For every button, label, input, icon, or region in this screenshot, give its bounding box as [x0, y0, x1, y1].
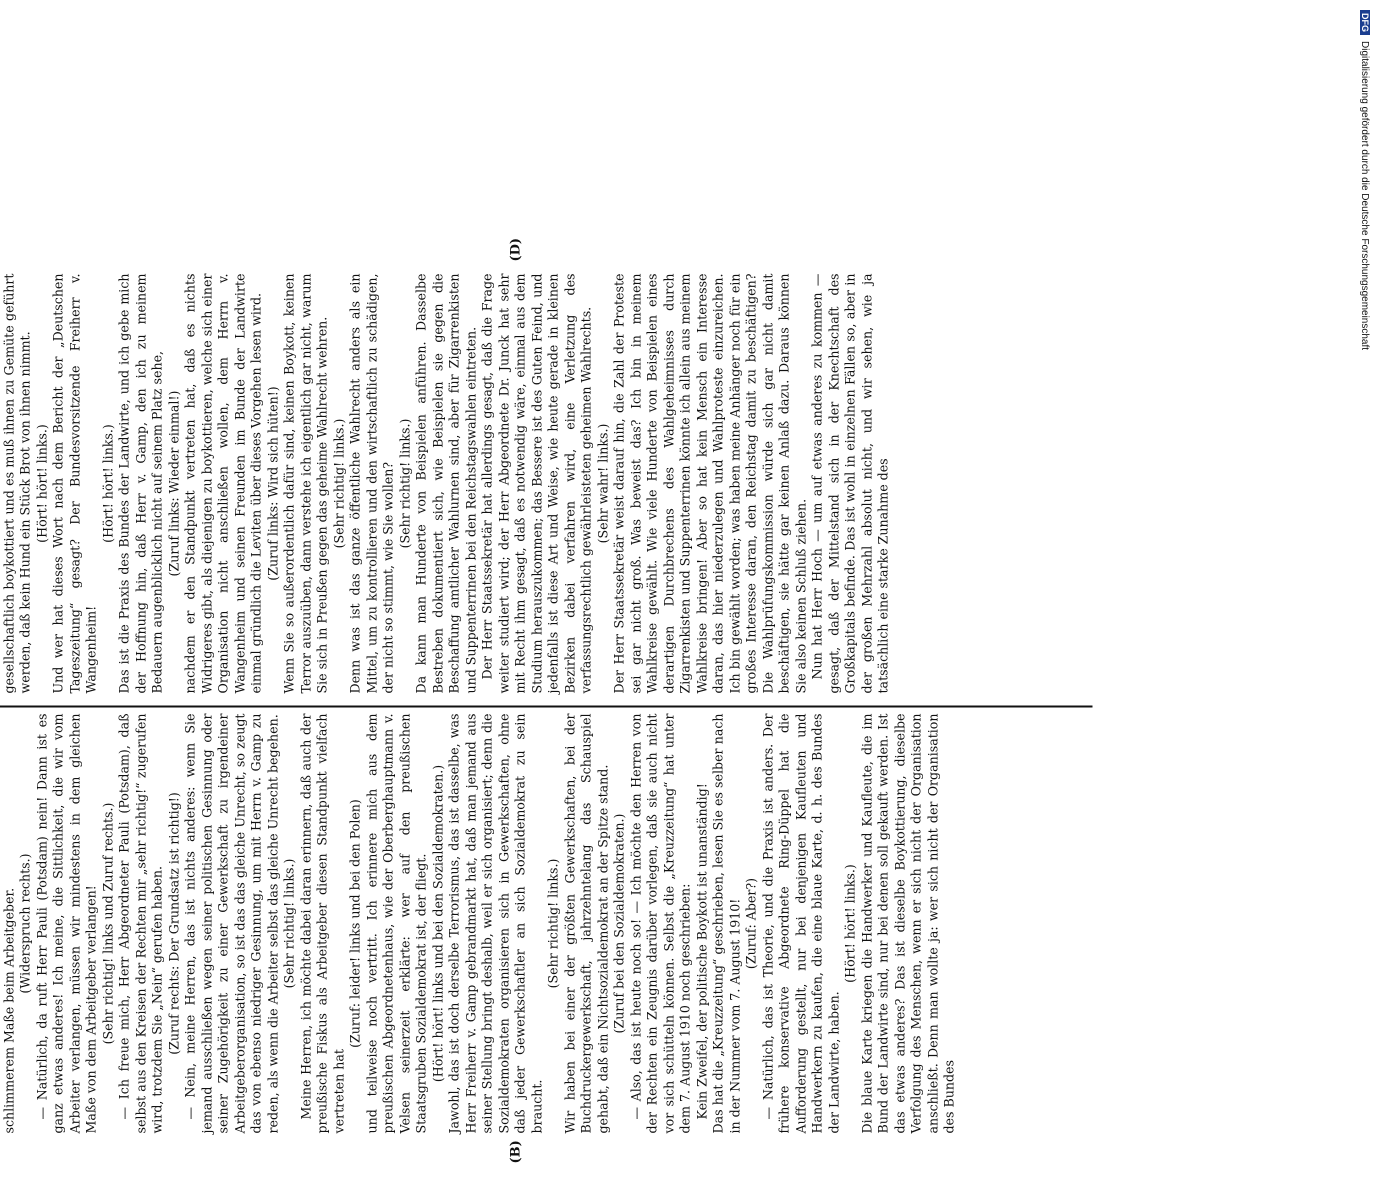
interjection: (Hört! hört! links.) [34, 424, 49, 543]
paragraph: Der Herr Staatssekretär weist darauf hin, die Zahl der Proteste sei gar nicht groß. Was beweist das? Ich bin in meinem Wahlkreise gewählt. Wie viele Hunderte von Beispielen eines derartigen Durchbrechens des Wahlgeheimnisses durch Zigarrenkisten und Suppenterrinen könnte ich allein aus meinem Wahlkreise bringen! Aber so hat kein Mensch ein Interesse daran, das hier niederzulegen und Wahlproteste einzureichen. Ich bin gewählt worden; was haben meine Anhänger noch für ein großes Interesse daran, den Reichstag damit zu beschäftigen? Die Wahlprüfungskommission würde sich gar nicht damit beschäftigen, sie hätte gar keinen Anlaß dazu. Daraus können Sie also keinen Schluß ziehen. [611, 273, 808, 694]
interjection: (Sehr richtig! links.) [397, 418, 412, 549]
paragraph: Wenn Sie so außerordentlich dafür sind, keinen Boykott, keinen Terror auszuüben, dann verstehe ich eigentlich gar nicht, warum Sie sich in Preußen gegen das geheime Wahlrecht wehren. [281, 273, 330, 694]
paragraph: schlimmerem Maße beim Arbeitgeber. [1, 887, 16, 1134]
interjection: (Zuruf: Aber?) [743, 877, 759, 970]
paragraph: Der Herr Staatssekretär hat allerdings gesagt, daß die Frage weiter studiert wird; der Herr Abgeordnete Dr. Junck hat sehr mit Recht ihm gesagt, daß es notwendig wäre, einmal aus dem Studium herauszukommen; das Bessere ist des Guten Feind, und jedenfalls ist diese Art und Weise, wie heute gerade in kleinen Bezirken dabei verfahren wird, eine Verletzung des verfassungsrechtlich gewährleisteten geheimen Wahlrechts. [479, 273, 594, 694]
interjection: (Zuruf bei den Sozialdemokraten.) [611, 813, 627, 1034]
paragraph: — Also, das ist heute noch so! — Ich möchte den Herren von der Rechten ein Zeugnis darüber vorlegen, daß sie auch nicht vor sich schütteln können. Selbst die „Kreuzzeitung“ hat unter dem 7. August 1910 noch geschrieben: [628, 713, 693, 1134]
rotated-page [0, 192, 1192, 1192]
paragraph: nachdem er den Standpunkt vertreten hat, daß es nichts Widrigeres gibt, als diejenigen zu boykottieren, welche sich einer Organisation nicht anschließen wollen, dem Herrn v. Wangenheim und seinen Freunden im Bunde der Landwirte einmal gründlich die Leviten über dieses Vorgehen lesen wird. [182, 273, 264, 694]
paragraph: Denn was ist das ganze öffentliche Wahlrecht anders als ein Mittel, um zu kontrollieren und den wirtschaftlich zu schädigen, der nicht so stimmt, wie Sie wollen? [347, 273, 396, 694]
page-content [0, 192, 1192, 1192]
paragraph: Da kann man Hunderte von Beispielen anführen. Dasselbe Bestreben dokumentiert sich, wie Beispielen sie gegen die Beschaffung amtlicher Wahlurnen sind, aber für Zigarrenkisten und Suppenterrinen bei den Reichstagswahlen eintreten. [413, 273, 478, 694]
margin-mark-d: (D) [508, 237, 524, 262]
interjection: (Sehr richtig! links und Zuruf rechts.) [100, 802, 115, 1045]
interjection: (Zuruf links: Wieder einmal!) [166, 390, 181, 577]
interjection: (Sehr wahr! links.) [595, 423, 610, 544]
paragraph: Und wer hat dieses Wort nach dem Bericht der „Deutschen Tageszeitung“ gesagt? Der Bundesvorsitzende Freiherr v. Wangenheim! [50, 273, 99, 694]
paragraph: — Nein, meine Herren, das ist nichts anderes: wenn Sie jemand ausschließen wegen seiner politischen Gesinnung oder seiner Zugehörigkeit zu einer Gewerkschaft zu irgendeiner Arbeitgeberorganisation, so ist das das gleiche Unrecht, so zeugt das von ebenso niedriger Gesinnung, um mit Herrn v. Gamp zu reden, als wenn die Arbeiter selbst das gleiche Unrecht begehen. [182, 713, 280, 1134]
left-column [0, 714, 958, 1134]
paragraph: Wir haben bei einer der größten Gewerkschaften, bei der Buchdruckergewerkschaft, jahrzehntelang das Schauspiel gehabt, daß ein Nichtsozialdemokrat an der Spitze stand. [562, 713, 610, 1134]
paragraph: — Natürlich, das ist Theorie, und die Praxis ist anders. Der frühere konservative Abgeordnete Ring-Düppel hat die Aufforderung gestellt, nur bei denjenigen Kaufleuten und Handwerkern zu kaufen, die eine blaue Karte, d. h. des Bundes der Landwirte, haben. [760, 713, 841, 1134]
interjection: (Zuruf rechts: Der Grundsatz ist richtig!) [166, 792, 181, 1055]
interjection: (Zuruf: leider! links und bei den Polen) [347, 799, 363, 1048]
digitization-credit [1352, 10, 1376, 990]
paragraph: gesellschaftlich boykottiert und es muß ihnen zu Gemüte geführt werden, daß kein Hund ein Stück Brot von ihnen nimmt. [1, 273, 33, 694]
paragraph: und teilweise noch vertritt. Ich erinnere mich aus dem preußischen Abgeordnetenhaus, wie der Oberberghauptmann v. Velsen seinerzeit erklärte: wer auf den preußischen Staatsgruben Sozialdemokrat ist, der fliegt. [364, 713, 429, 1134]
interjection: (Sehr richtig! links.) [331, 418, 346, 549]
credit-text: Digitalisierung gefördert durch die Deutsche Forschungsgemeinschaft [1359, 41, 1370, 351]
paragraph: Jawohl, das ist doch derselbe Terrorismus, das ist dasselbe, was Herr Freiherr v. Gamp gebrandmarkt hat, daß man jemand aus seiner Stellung bringt deshalb, weil er sich organisiert; denn die Sozialdemokraten organisieren sich in Gewerkschaften, ohne daß jeder Gewerkschaftler an sich Sozialdemokrat zu sein braucht. [446, 713, 544, 1134]
column-divider [0, 706, 1093, 708]
dfg-logo: DFG [1360, 10, 1370, 35]
interjection: (Widerspruch rechts.) [17, 853, 33, 994]
paragraph: Nun hat Herr Hoch — um auf etwas anderes zu kommen — gesagt, daß der Mittelstand sich in der Knechtschaft des Großkapitals befinde. Das ist wohl in einzelnen Fällen so, aber in der großen Mehrzahl absolut nicht, und wir sehen, wie ja tatsächlich eine starke Zunahme des [809, 273, 891, 694]
interjection: (Sehr richtig! links.) [281, 858, 297, 989]
paragraph: Die blaue Karte kriegen die Handwerker und Kaufleute, die im Bund der Landwirte sind, nur bei denen soll gekauft werden. Ist das etwas anderes? Das ist dieselbe Boykottierung, dieselbe Verfolgung des Menschen, wenn er sich nicht der Organisation anschließt. Denn man wollte ja: wer sich nicht der Organisation des Bundes [859, 713, 957, 1134]
margin-mark-b: (B) [508, 1140, 524, 1164]
interjection: (Hört! hört! links.) [100, 424, 115, 543]
interjection: (Hört! hört! links.) [842, 864, 858, 983]
paragraph: Das hat die „Kreuzzeitung“ geschrieben, lesen Sie es selber nach in der Nummer vom 7. August 1910! [710, 713, 742, 1134]
paragraph: — Ich freue mich, Herr Abgeordneter Pauli (Potsdam), daß selbst aus den Kreisen der Rechten mir „sehr richtig!“ zugerufen wird, trotzdem Sie „Nein“ gerufen haben. [116, 713, 165, 1134]
interjection: (Sehr richtig! links.) [545, 858, 561, 989]
paragraph: Meine Herren, ich möchte dabei daran erinnern, daß auch der preußische Fiskus als Arbeitgeber diesen Standpunkt vielfach vertreten hat [298, 713, 346, 1134]
paragraph: Kein Zweifel, der politische Boykott ist unanständig! [694, 783, 709, 1120]
paragraph: — Natürlich, da ruft Herr Pauli (Potsdam) nein! Dann ist es ganz etwas anderes! Ich meine, die Sittlichkeit, die wir vom Arbeiter verlangen, müssen wir mindestens in dem gleichen Maße von dem Arbeitgeber verlangen! [34, 713, 99, 1134]
right-column [0, 274, 892, 694]
interjection: (Zuruf links: Wird sich hüten!) [265, 386, 280, 581]
interjection: (Hört! hört! links und bei den Sozialdemokraten.) [430, 764, 445, 1083]
paragraph: Das ist die Praxis des Bundes der Landwirte, und ich gebe mich der Hoffnung hin, daß Herr v. Gamp, den ich zu meinem Bedauern augenblicklich nicht auf seinem Platz sehe, [116, 273, 165, 694]
